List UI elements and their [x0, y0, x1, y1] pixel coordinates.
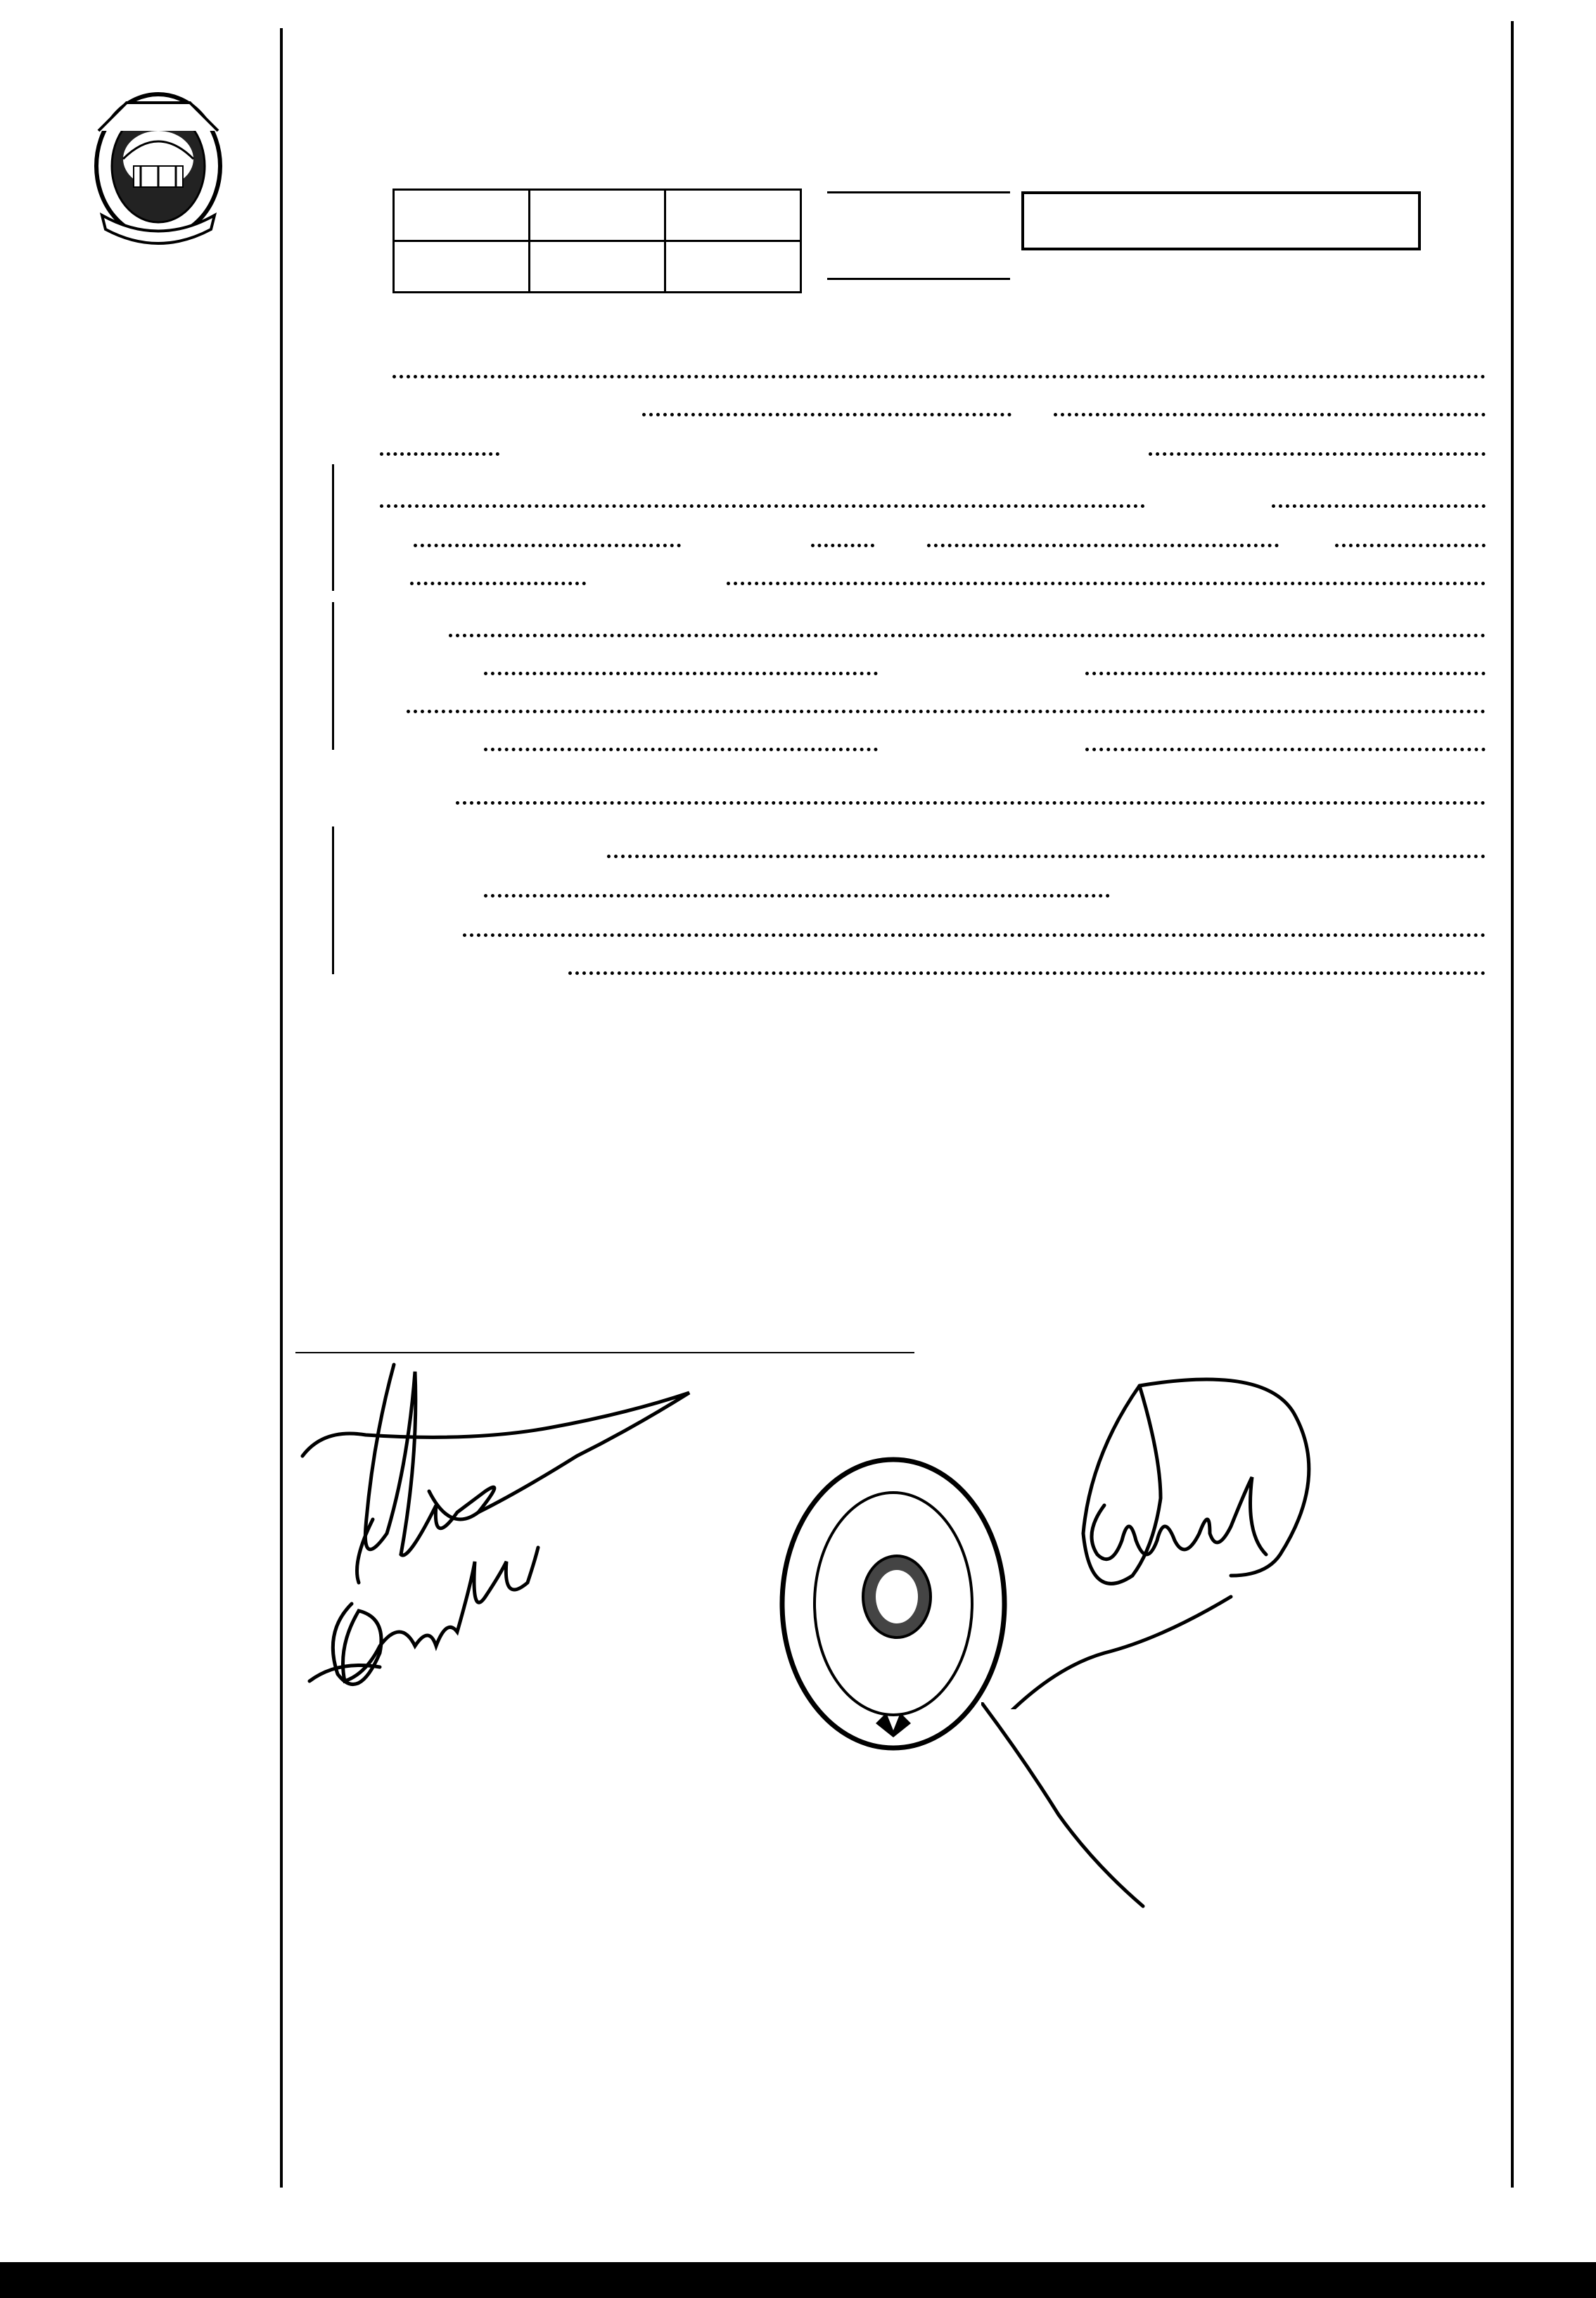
declarante-section-rule: [332, 826, 334, 974]
row-apellido: [343, 767, 1486, 808]
left-margin-rule: [280, 28, 283, 2188]
signature-tail: [981, 1702, 1192, 1927]
table-value-tomo: [394, 241, 530, 293]
table-value-anio: [665, 241, 801, 293]
table-header-anio: [665, 190, 801, 241]
record-table: [392, 189, 802, 293]
stamp-number-box: [827, 191, 1010, 280]
row-fecha: [343, 378, 1486, 419]
declarant-signature: [295, 1351, 717, 1744]
dotted-line: [380, 504, 1145, 508]
dotted-line: [484, 748, 878, 751]
table-value-acta: [530, 241, 665, 293]
table-header-tomo: [394, 190, 530, 241]
row-padre-doc: [343, 637, 1486, 678]
row-segun: [343, 820, 1486, 861]
registered-mark-strip-top: [295, 1083, 914, 1147]
row-nacido-sexo: [343, 509, 1486, 550]
row-declarante: [343, 860, 1486, 900]
row-inscribo: [343, 418, 1486, 459]
dotted-line: [380, 452, 499, 456]
row-nacido-hora: [343, 547, 1486, 588]
act-type-box: [1021, 191, 1421, 250]
row-en: [343, 340, 1486, 381]
padres-section-rule: [332, 602, 334, 750]
seal-icon: [774, 1453, 1013, 1755]
row-obra: [343, 937, 1486, 978]
dotted-line: [727, 582, 1486, 585]
dotted-line: [607, 855, 1486, 858]
row-madre-doc: [343, 713, 1486, 754]
official-seal: [774, 1453, 1013, 1755]
footer-bar: [0, 2262, 1596, 2298]
table-header-acta: [530, 190, 665, 241]
row-nacido-nombre: [343, 470, 1486, 511]
dotted-line: [410, 582, 586, 585]
dotted-line: [456, 801, 1486, 805]
row-madre: [343, 675, 1486, 716]
dotted-line: [484, 894, 1110, 898]
misiones-emblem-icon: [84, 89, 232, 250]
dotted-line: [642, 413, 1011, 416]
dotted-line: [1054, 413, 1486, 416]
fingerprint-strip-bottom: [295, 1312, 914, 1354]
official-signature: [999, 1372, 1393, 1709]
right-margin-rule: [1511, 21, 1514, 2188]
dni-sticker: [295, 1083, 914, 1351]
dotted-line: [1085, 748, 1486, 751]
nacido-section-rule: [332, 464, 334, 591]
dotted-line: [1149, 452, 1486, 456]
dotted-line: [1272, 504, 1486, 508]
registry-logo: [84, 89, 232, 250]
row-padre: [343, 599, 1486, 640]
dotted-line: [568, 971, 1486, 975]
row-domicilio: [343, 899, 1486, 940]
